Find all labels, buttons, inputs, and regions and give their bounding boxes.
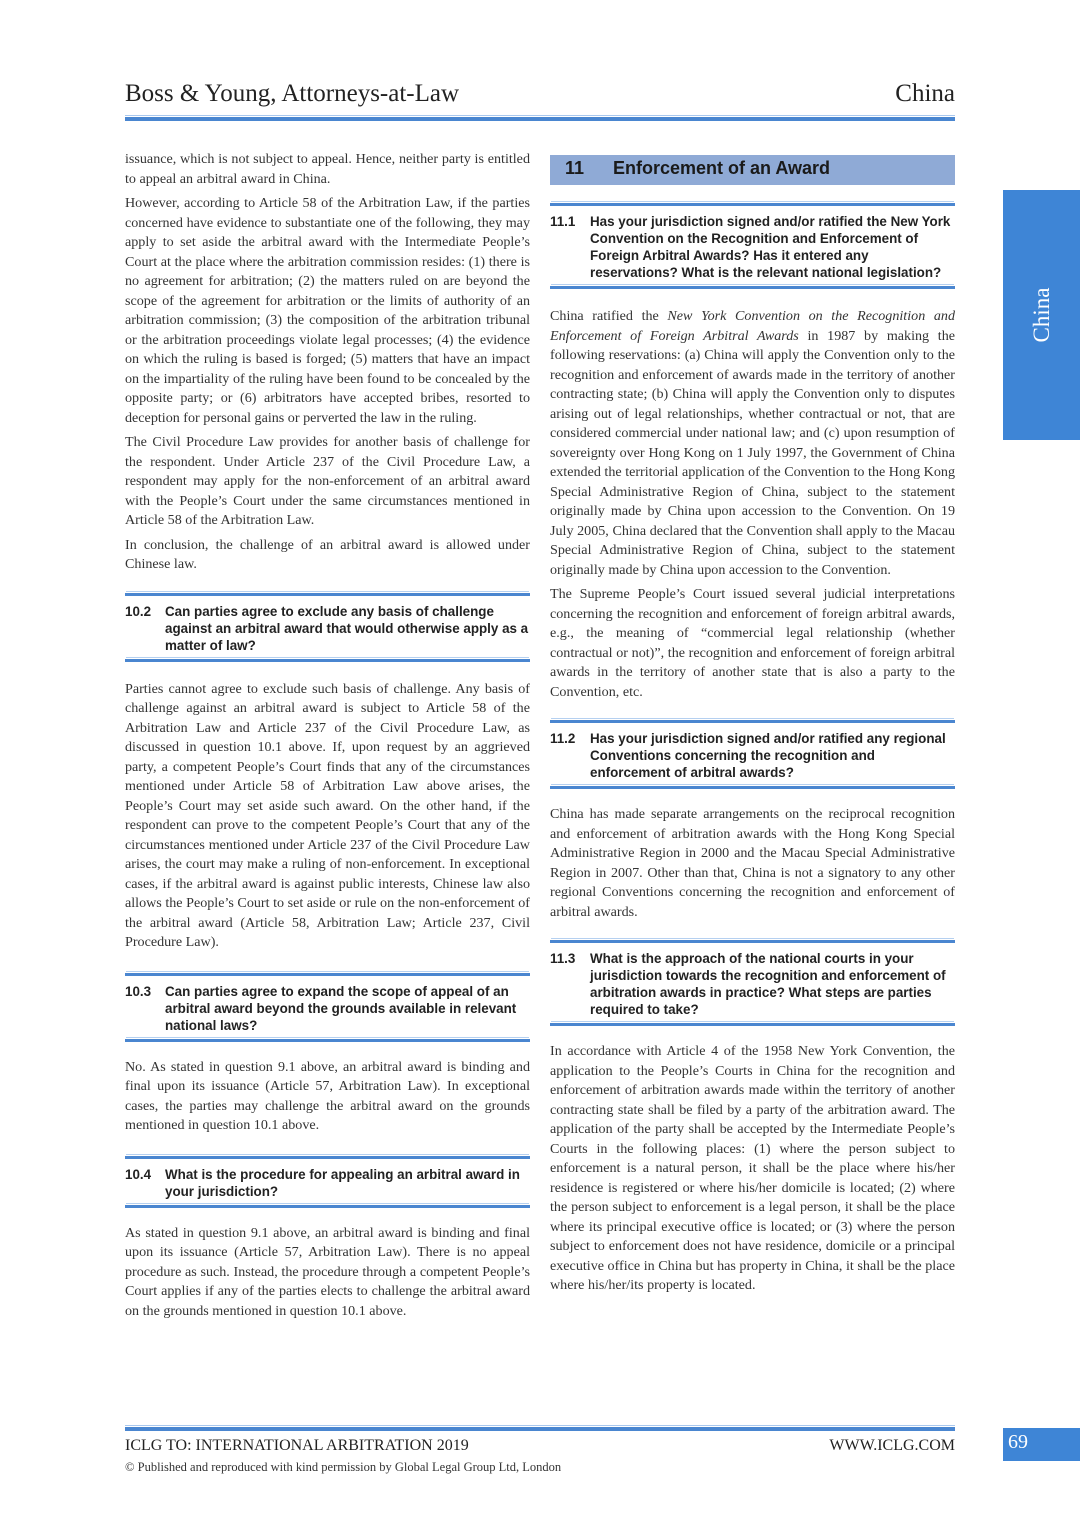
side-tab-label: China [1028,287,1054,343]
convention-title: New York Convention on the Recognition and Enforcement of Foreign Arbitral Awards [550,308,955,344]
answer-paragraph: No. As stated in question 9.1 above, an arbitral award is binding and final upon its issuance (Article 57, Arbitration Law). In exceptional cases, the parties may challenge the arbitral award on the grounds mentioned in question 10.1 above. [125,1058,530,1133]
question-number: 10.4 [125,1166,152,1182]
jurisdiction-name: China [895,80,955,107]
section-title: Enforcement of an Award [613,158,831,178]
answer-paragraph: Parties cannot agree to exclude such basis of challenge. Any basis of challenge against an arbitral award is subject to Article 58 of the Arbitration Law and Article 237 of the Civil Procedure Law, as discussed in question 10.1 above. If, upon request by an aggrieved party, a competent People’s Court finds that any of the circumstances mentioned under Article 58 of Arbitration Law above arises, the People’s Court may set aside such award. On the other hand, if the respondent can prove to the competent People’s Court that any of the circumstances mentioned under Article 237 of the Civil Procedure Law arises, the court may make a ruling of non-enforcement. In exceptional cases, if the arbitral award is against public interests, Chinese law also allows the People’s Court to set aside or rule on the non-enforcement of the arbitral award (Article 58, Arbitration Law; Article 237, Civil Procedure Law). [125,680,530,950]
answer-paragraph [550,307,955,580]
answer-paragraph: As stated in question 9.1 above, an arbitral award is binding and final upon its issuance (Article 57, Arbitration Law). There is no appeal procedure as such. Instead, the procedure through a competent People’s Court applies if any of the parties elects to challenge the arbitral award on the grounds mentioned in question 10.1 above. [125,1224,530,1319]
question-number: 11.3 [550,951,576,966]
question-text: Has your jurisdiction signed and/or ratified the New York Convention on the Recognition and Enforcement of Foreign Arbitral Awards? Has it entered any reservations? What is the relevant national legislation? [590,214,951,280]
question-text: Can parties agree to exclude any basis of challenge against an arbitral award that would otherwise apply as a matter of law? [165,603,529,653]
paragraph: However, according to Article 58 of the Arbitration Law, if the parties concerned have evidence to substantiate one of the following, they may apply to set aside the arbitral award with the Intermediate People’s Court at the place where the arbitration commission resides: (1) there is no agreement for arbitration; (2) the matters ruled on are beyond the scope of the agreement for arbitration or the limits of authority of an arbitration commission; (3) the composition of the arbitration tribunal or the arbitration proceedings violate legal processes; (4) the evidence on which the ruling is based is forged; (5) matters that have an impact on the impartiality of the ruling have been found to be concealed by the opposite party; or (6) arbitrators have accepted bribes, resorted to deception for personal gains or perverted the law in the ruling. [125,195,530,426]
section-number: 11 [565,158,585,178]
answer-paragraph: The Supreme People’s Court issued several judicial interpretations concerning the recognition and enforcement of foreign arbitral awards, e.g., the meaning of “commercial legal relationship (whether contractual or not)”, the recognition and enforcement of foreign arbitral awards in the territory of another state that is also a party to the Convention, etc. [550,586,955,700]
question-number: 10.2 [125,603,152,619]
answer-paragraph: China has made separate arrangements on the reciprocal recognition and enforcement of arbitration awards with the Hong Kong Special Administrative Region in 2000 and the Macau Special Administrative Region in 2007. Other than that, China is not a signatory to any other regional Conventions concerning the recognition and enforcement of arbitral awards. [550,806,955,920]
question-number: 11.2 [550,731,576,746]
answer-text: China ratified the [550,308,668,324]
section-heading-11 [550,155,955,185]
question-text: What is the procedure for appealing an arbitral award in your jurisdiction? [165,1166,520,1199]
question-text: Has your jurisdiction signed and/or ratified any regional Conventions concerning the recognition and enforcement of arbitral awards? [590,731,946,780]
paragraph: The Civil Procedure Law provides for another basis of challenge for the respondent. Under Article 237 of the Civil Procedure Law, a respondent may apply for the non-enforcement of an arbitral award with the People’s Court under the same circumstances mentioned in Article 58 of the Arbitration Law. [125,434,530,528]
answer-text: in 1987 by making the following reservations: (a) China will apply the Convention only to the recognition and enforcement of awards made in the territory of another contracting state; (b) China will apply the Convention only to disputes arising out of legal relationships, whether contractual or not, that are considered commercial under national law; and (c) upon resumption of sovereignty over Hong Kong on 1 July 1997, the Government of China extended the territorial application of the Convention to the Hong Kong Special Administrative Region of China, subject to the statement originally made by China upon accession to the Convention. On 19 July 2005, China declared that the Convention shall apply to the Macau Special Administrative Region of China, subject to the statement originally made by China upon accession to the Convention. [550,327,956,578]
answer-paragraph: In accordance with Article 4 of the 1958 New York Convention, the application to the People’s Courts in China for the recognition and enforcement of arbitration awards made within the territory of another contracting state shall be filed by a party of the arbitration award. The application of the party shall be accepted by the Intermediate People’s Courts in the following places: (1) where the person subject to enforcement is a natural person, it shall be the place where his/her residence is registered or where his/her domicile is located; (2) where the person subject to enforcement is a legal person, it shall be the place where its principal executive office is located; or (3) where the person subject to enforcement does not have residence, domicile or a principal executive office in China but has property in China, it shall be the place where his/her/its property is located. [550,1043,955,1293]
side-tab-china [1003,190,1080,440]
page-number: 69 [1008,1431,1028,1453]
question-number: 11.1 [550,214,576,229]
question-heading-11-1 [550,203,955,289]
question-heading-11-3 [550,940,955,1026]
question-heading-11-2 [550,720,955,789]
question-heading-10-4 [125,1156,530,1208]
publication-title: ICLG TO: INTERNATIONAL ARBITRATION 2019 [125,1437,469,1454]
header-rule [125,117,955,121]
copyright-notice: © Published and reproduced with kind permission by Global Legal Group Ltd, London [125,1460,562,1474]
footer-rule [125,1427,955,1431]
question-heading-10-3 [125,973,530,1042]
left-column [125,150,530,1326]
question-number: 10.3 [125,983,152,999]
firm-name: Boss & Young, Attorneys-at-Law [125,80,460,107]
question-text: Can parties agree to expand the scope of appeal of an arbitral award beyond the grounds available in relevant national laws? [165,983,517,1033]
right-column [550,150,955,1301]
paragraph: issuance, which is not subject to appeal. Hence, neither party is entitled to appeal an arbitral award in China. [125,151,530,187]
page-number-badge [1003,1428,1080,1461]
paragraph: In conclusion, the challenge of an arbitral award is allowed under Chinese law. [125,536,530,572]
question-heading-10-2 [125,593,530,662]
question-text: What is the approach of the national courts in your jurisdiction towards the recognition and enforcement of arbitration awards in practice? What steps are parties required to take? [590,951,946,1017]
website-link[interactable]: WWW.ICLG.COM [829,1437,955,1454]
